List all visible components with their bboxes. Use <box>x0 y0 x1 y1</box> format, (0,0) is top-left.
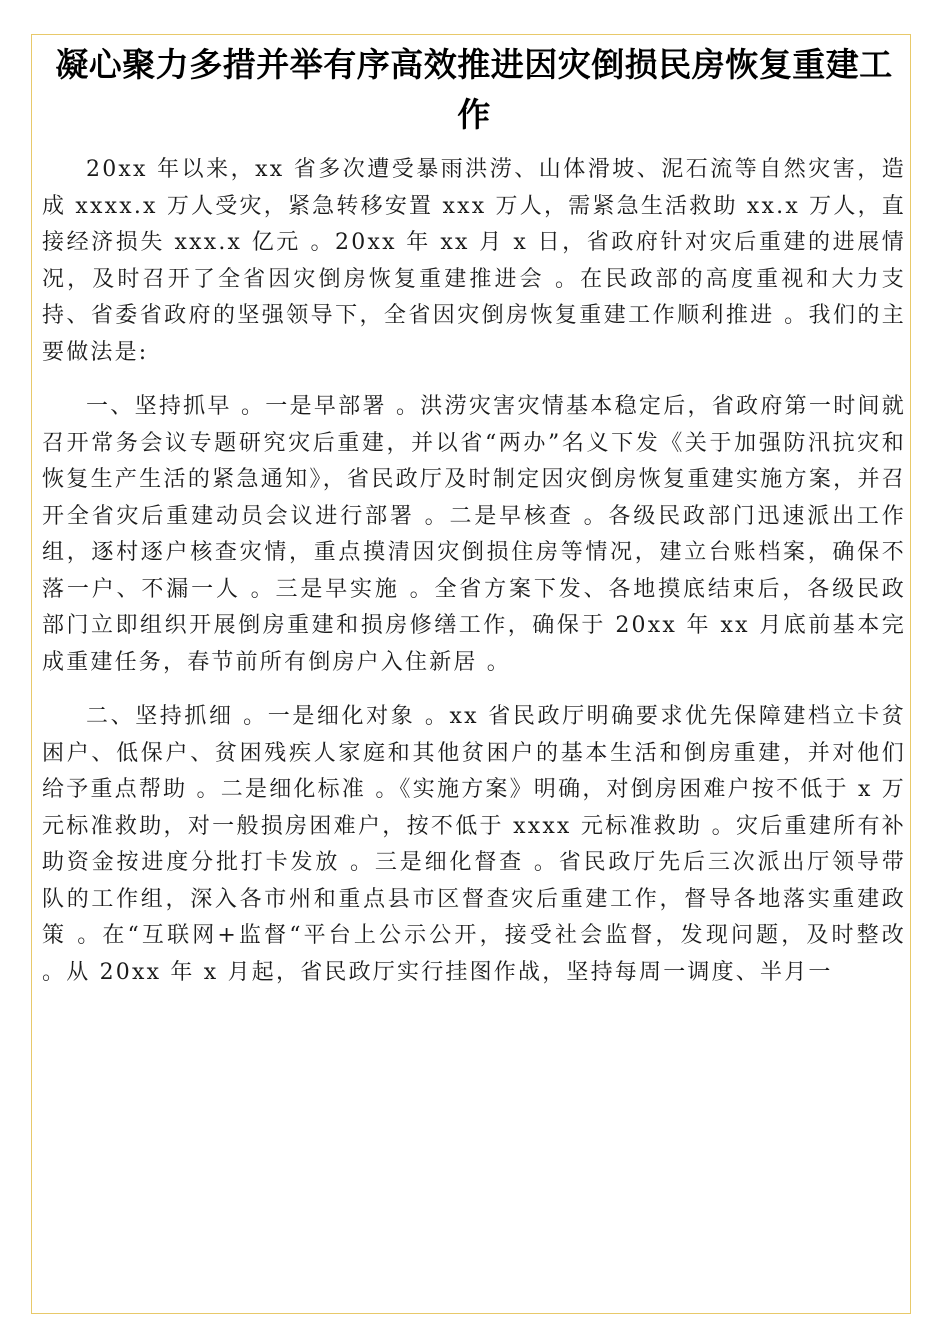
document-title: 凝心聚力多措并举有序高效推进因灾倒损民房恢复重建工作 <box>55 45 893 134</box>
paragraph-section-2: 二、坚持抓细 。一是细化对象 。xx 省民政厅明确要求优先保障建档立卡贫困户、低保户、贫困残疾人家庭和其他贫困户的基本生活和倒房重建，并对他们给予重点帮助 。二是细化标准 。《实施方案》明确，对倒房困难户按不低于 x 万元标准救助，对一般损房困难户，按不低于 xxxx 元标准救助 。灾后重建所有补助资金按进度分批打卡发放 。三是细化督查 。省民政厅先后三次派出厅领导带队的工作组，深入各市州和重点县市区督查灾后重建工作，督导各地落实重建政策 。在“互联网+监督“平台上公示公开，接受社会监督，发现问题，及时整改 。从 20xx 年 x 月起，省民政厅实行挂图作战，坚持每周一调度、半月一 <box>42 704 906 985</box>
paragraph-intro: 20xx 年以来，xx 省多次遭受暴雨洪涝、山体滑坡、泥石流等自然灾害，造成 xxxx.x 万人受灾，紧急转移安置 xxx 万人，需紧急生活救助 xx.x 万人，直接经济损失 xxx.x 亿元 。20xx 年 xx 月 x 日，省政府针对灾后重建的进展情况，及时召开了全省因灾倒房恢复重建推进会 。在民政部的高度重视和大力支持、省委省政府的坚强领导下，全省因灾倒房恢复重建工作顺利推进 。我们的主要做法是: <box>42 157 906 365</box>
paragraph-section-1: 一、坚持抓早 。一是早部署 。洪涝灾害灾情基本稳定后，省政府第一时间就召开常务会议专题研究灾后重建，并以省“两办”名义下发《关于加强防汛抗灾和恢复生产生活的紧急通知》，省民政厅及时制定因灾倒房恢复重建实施方案，并召开全省灾后重建动员会议进行部署 。二是早核查 。各级民政部门迅速派出工作组，逐村逐户核查灾情，重点摸清因灾倒损住房等情况，建立台账档案，确保不落一户、不漏一人 。三是早实施 。全省方案下发、各地摸底结束后，各级民政部门立即组织开展倒房重建和损房修缮工作，确保于 20xx 年 xx 月底前基本完成重建任务，春节前所有倒房户入住新居 。 <box>42 394 906 675</box>
document-body <box>42 40 906 1009</box>
